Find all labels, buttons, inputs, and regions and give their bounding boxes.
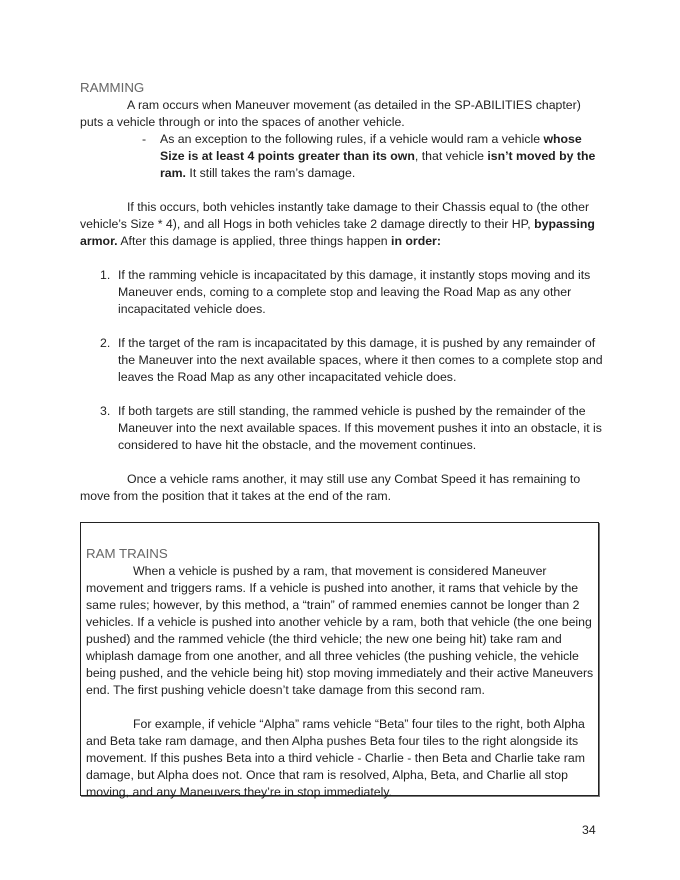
ram-trains-paragraph: When a vehicle is pushed by a ram, that movement is considered Maneuver movement and triggers rams. If a vehicle is pushed into another, it rams that vehicle by the same rules; however, by this method, a “train” of rammed enemies cannot be longer than 2 vehicles. If a vehicle is pushed into another vehicle by a ram, both that vehicle (the one being pushed) and the rammed vehicle (the third vehicle; the new one being hit) take ram and whiplash damage from one another, and all three vehicles (the pushing vehicle, the vehicle being pushed, and the vehicle being hit) stop moving immediately and their active Maneuvers end. The first pushing vehicle doesn’t take damage from this second ram. <box>86 564 594 697</box>
step-text: If both targets are still standing, the rammed vehicle is pushed by the remainder of the Maneuver into the next available spaces. If this movement pushes it into an obstacle, it is considered to have hit the obstacle, and the movement continues. <box>118 404 602 452</box>
after-ram-paragraph: Once a vehicle rams another, it may still use any Combat Speed it has remaining to move from the position that it takes at the end of the ram. <box>80 472 581 503</box>
section-heading-ram-trains: RAM TRAINS <box>86 546 168 561</box>
ram-step-item <box>80 335 604 386</box>
step-number: 3. <box>100 404 111 418</box>
ram-trains-callout-box <box>80 522 599 799</box>
damage-bold-text: in order: <box>391 234 441 248</box>
dash-bullet-marker: - <box>142 132 147 146</box>
ram-step-item <box>80 403 604 454</box>
section-heading-ramming: RAMMING <box>80 80 145 95</box>
exception-text: It still takes the ram’s damage. <box>185 166 356 180</box>
step-number: 2. <box>100 336 111 350</box>
step-text: If the target of the ram is incapacitated by this damage, it is pushed by any remainder of the Maneuver into the next available spaces, where it then comes to a complete stop and leaves the Road Map as any other incapacitated vehicle does. <box>118 336 603 384</box>
damage-text: If this occurs, both vehicles instantly take damage to their Chassis equal to (the other vehicle’s Size * 4), and all Hogs in both vehicles take 2 damage directly to their HP, <box>80 200 590 231</box>
ramming-section <box>80 79 604 505</box>
ram-step-item <box>80 267 604 318</box>
damage-text: After this damage is applied, three things happen <box>117 234 392 248</box>
exception-bold-text: isn’t moved by the ram. <box>160 149 596 180</box>
exception-bold-text: whose Size is at least 4 points greater than its own <box>160 132 582 163</box>
exception-text: As an exception to the following rules, if a vehicle would ram a vehicle <box>160 132 544 146</box>
step-number: 1. <box>100 268 111 282</box>
damage-paragraph <box>80 199 604 250</box>
exception-bullet <box>80 131 604 182</box>
ramming-intro-paragraph: A ram occurs when Maneuver movement (as detailed in the SP-ABILITIES chapter) puts a vehicle through or into the spaces of another vehicle. <box>80 98 581 129</box>
ram-steps-list <box>80 267 604 454</box>
damage-bold-text: bypassing armor. <box>80 217 595 248</box>
step-text: If the ramming vehicle is incapacitated by this damage, it instantly stops moving and its Maneuver ends, coming to a complete stop and leaving the Road Map as any other incapacitated vehicle does. <box>118 268 591 316</box>
exception-text: , that vehicle <box>414 149 488 163</box>
page-number: 34 <box>582 823 596 837</box>
ram-trains-example-paragraph: For example, if vehicle “Alpha” rams vehicle “Beta” four tiles to the right, both Alpha and Beta take ram damage, and then Alpha pushes Beta four tiles to the right alongside its movement. If this pushes Beta into a third vehicle - Charlie - then Beta and Charlie take ram damage, but Alpha does not. Once that ram is resolved, Alpha, Beta, and Charlie all stop moving, and any Maneuvers they’re in stop immediately. <box>86 717 585 799</box>
